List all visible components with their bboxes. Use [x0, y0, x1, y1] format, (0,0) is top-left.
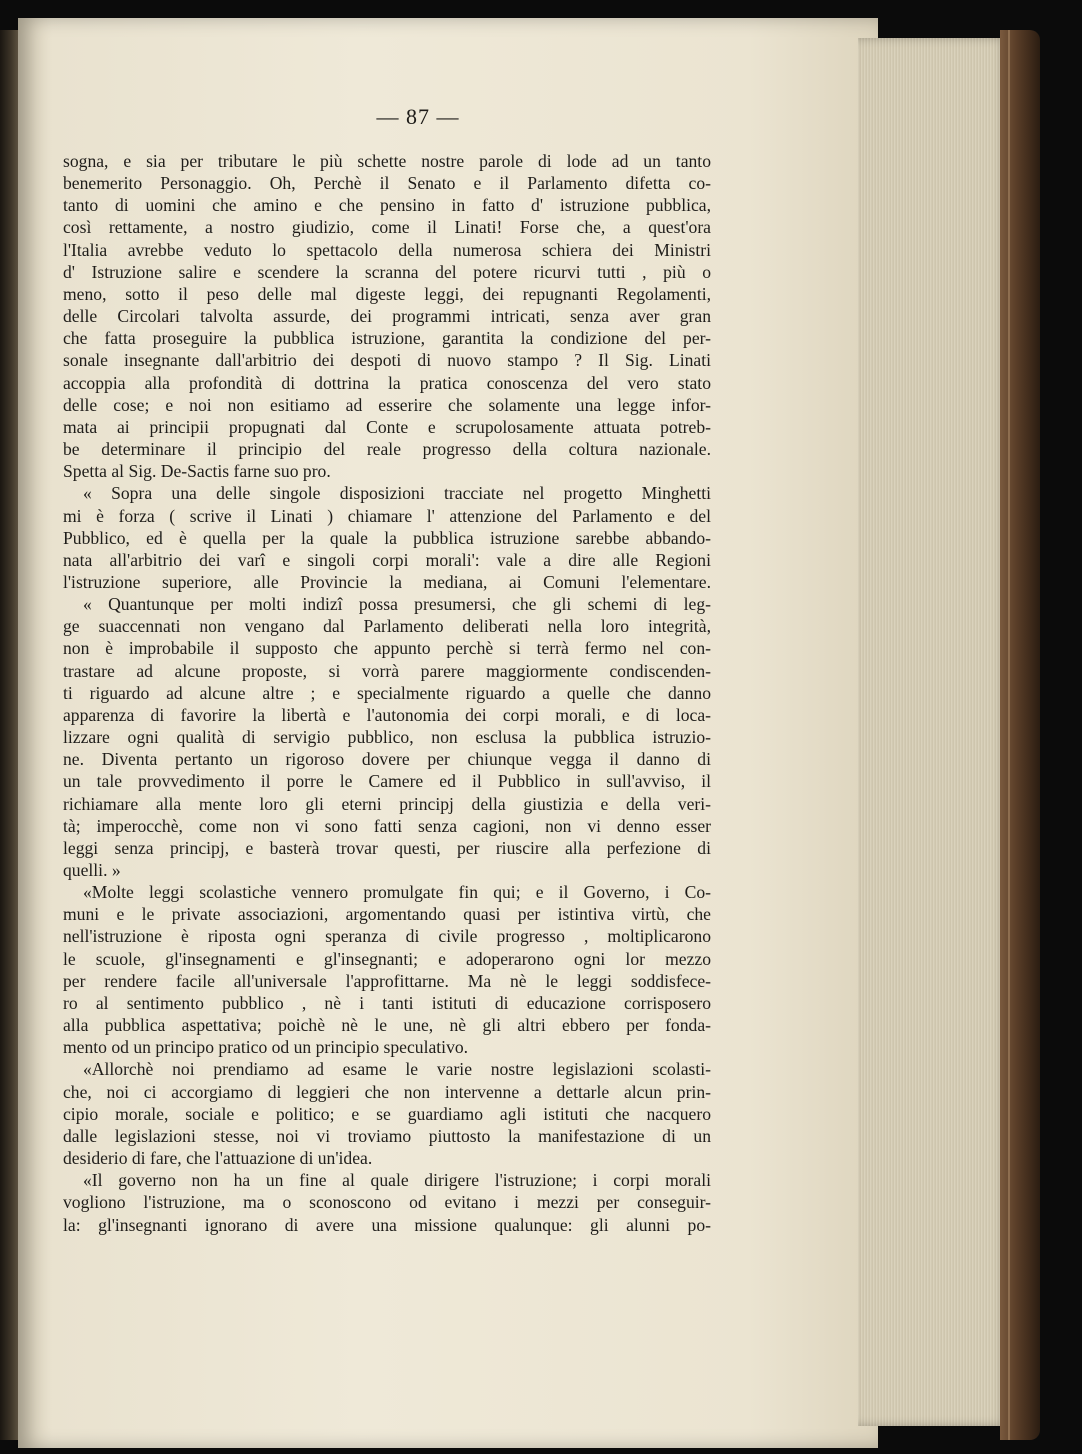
text-line: nata all'arbitrio dei varî e singoli corpi morali': vale a dire alle Regioni	[63, 549, 711, 570]
text-line: che, noi ci accorgiamo di leggieri che non intervenne a dettarle alcun prin-	[63, 1081, 711, 1102]
text-line: «Molte leggi scolastiche vennero promulgate fin qui; e il Governo, i Co-	[83, 882, 711, 903]
text-line: Pubblico, ed è quella per la quale la pubblica istruzione sarebbe abbando-	[63, 527, 711, 548]
text-line: non è improbabile il supposto che appunto perchè si terrà fermo nel con-	[63, 638, 711, 659]
text-line: le scuole, gl'insegnamenti e gl'insegnanti; e adoperarono ogni lor mezzo	[63, 948, 711, 969]
text-line: quelli. »	[63, 860, 121, 880]
text-line: meno, sotto il peso delle mal digeste leggi, dei repugnanti Regolamenti,	[63, 283, 711, 304]
text-line: mi è forza ( scrive il Linati ) chiamare l' attenzione del Parlamento e del	[63, 505, 711, 526]
text-line: così rettamente, a nostro giudizio, come il Linati! Forse che, a quest'ora	[63, 217, 711, 238]
text-line: l'istruzione superiore, alle Provincie la mediana, ai Comuni l'elementare.	[63, 571, 711, 592]
text-line: l'Italia avrebbe veduto lo spettacolo della numerosa schiera dei Ministri	[63, 239, 711, 260]
text-line: Spetta al Sig. De-Sactis farne suo pro.	[63, 461, 331, 482]
text-line: cipio morale, sociale e politico; e se guardiamo agli istituti che nacquero	[63, 1103, 711, 1124]
page-number: — 87 —	[376, 104, 460, 129]
text-line: vogliono l'istruzione, ma o sconoscono od evitano i mezzi per conseguir-	[63, 1192, 711, 1213]
text-line: delle cose; e noi non esitiamo ad esserire che solamente una legge infor-	[63, 394, 711, 415]
text-line: muni e le private associazioni, argomentando quasi per istintiva virtù, che	[63, 904, 711, 925]
text-line: delle Circolari talvolta assurde, dei programmi intricati, senza aver gran	[63, 306, 711, 327]
text-line: alla pubblica aspettativa; poichè nè le une, nè gli altri ebbero per fonda-	[63, 1015, 711, 1036]
text-line: ge suaccennati non vengano dal Parlamento deliberati nella loro integrità,	[63, 616, 711, 637]
text-line: be determinare il principio del reale progresso della coltura nazionale.	[63, 439, 711, 460]
text-line: d' Istruzione salire e scendere la scranna del potere ricurvi tutti , più o	[63, 261, 711, 282]
text-line: « Quantunque per molti indizî possa presumersi, che gli schemi di leg-	[83, 594, 711, 615]
text-line: tanto di uomini che amino e che pensino in fatto d' istruzione pubblica,	[63, 195, 711, 216]
text-line: un tale provvedimento il porre le Camere ed il Pubblico in sull'avviso, il	[63, 771, 711, 792]
text-line: leggi senza principj, e basterà trovar questi, per riuscire alla perfezione di	[63, 837, 711, 858]
text-line: ti riguardo ad alcune altre ; e specialmente riguardo a quelle che danno	[63, 682, 711, 703]
text-line: « Sopra una delle singole disposizioni tracciate nel progetto Minghetti	[83, 483, 711, 504]
text-line: nell'istruzione è riposta ogni speranza di civile progresso , moltiplicarono	[63, 926, 711, 947]
text-line: apparenza di favorire la libertà e l'autonomia dei corpi morali, e di loca-	[63, 704, 711, 725]
text-line: la: gl'insegnanti ignorano di avere una missione qualunque: gli alunni po-	[63, 1214, 711, 1235]
text-line: per rendere facile all'universale l'approfittarne. Ma nè le leggi soddisfece-	[63, 970, 711, 991]
text-line: ne. Diventa pertanto un rigoroso dovere per chiunque vegga il danno di	[63, 749, 711, 770]
text-line: «Allorchè noi prendiamo ad esame le varie nostre legislazioni scolasti-	[83, 1059, 711, 1080]
text-line: «Il governo non ha un fine al quale dirigere l'istruzione; i corpi morali	[83, 1170, 711, 1191]
text-line: ro al sentimento pubblico , nè i tanti istituti di educazione corrisposero	[63, 992, 711, 1013]
text-line: sonale insegnante dall'arbitrio dei despoti di nuovo stampo ? Il Sig. Linati	[63, 350, 711, 371]
text-line: accoppia alla profondità di dottrina la pratica conoscenza del vero stato	[63, 372, 711, 393]
text-line: lizzare ogni qualità di servigio pubblico, non esclusa la pubblica istruzio-	[63, 727, 711, 748]
text-line: tà; imperocchè, come non vi sono fatti senza cagioni, non vi denno esser	[63, 815, 711, 836]
text-line: mata ai principii propugnati dal Conte e scrupolosamente attuata potreb-	[63, 416, 711, 437]
text-line: desiderio di fare, che l'attuazione di un'idea.	[63, 1148, 373, 1169]
page-edges	[858, 38, 1008, 1426]
body-text	[63, 150, 711, 1236]
book-cover-edge	[1000, 30, 1040, 1440]
text-line: mento od un principo pratico od un principio speculativo.	[63, 1037, 469, 1058]
text-line: dalle legislazioni stesse, noi vi troviamo piuttosto la manifestazione di un	[63, 1125, 711, 1146]
text-line: trastare ad alcune proposte, si vorrà parere maggiormente condiscenden-	[63, 660, 711, 681]
text-line: che fatta proseguire la pubblica istruzione, garantita la condizione del per-	[63, 328, 711, 349]
text-line: richiamare alla mente loro gli eterni principj della giustizia e della veri-	[63, 793, 711, 814]
text-line: sogna, e sia per tributare le più schette nostre parole di lode ad un tanto	[63, 151, 711, 171]
text-line: benemerito Personaggio. Oh, Perchè il Senato e il Parlamento difetta co-	[63, 173, 711, 194]
